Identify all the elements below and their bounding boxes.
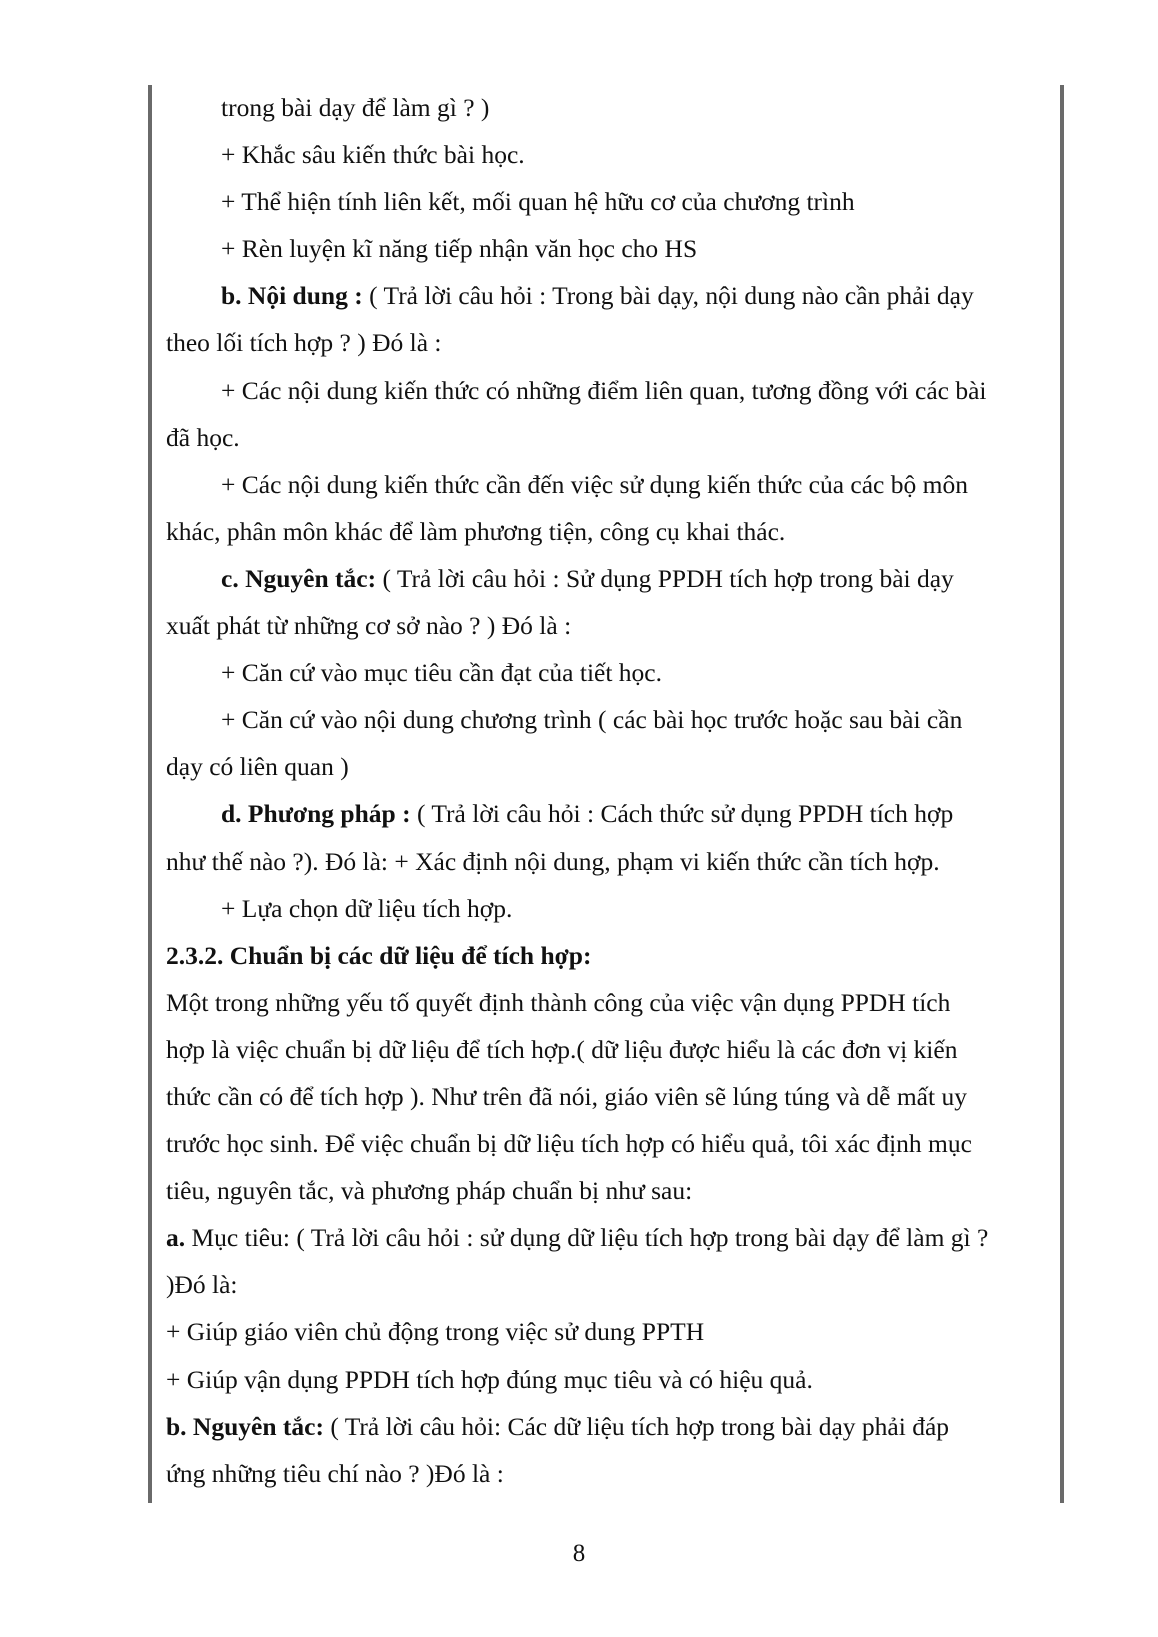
text-line: ứng những tiêu chí nào ? )Đó là : (166, 1458, 504, 1488)
bullet-line: + Căn cứ vào nội dung chương trình ( các bài học trước hoặc sau bài cần (221, 705, 963, 735)
text-line: xuất phát từ những cơ sở nào ? ) Đó là : (166, 611, 572, 641)
right-border-line (1060, 85, 1064, 1503)
bullet-line: + Giúp giáo viên chủ động trong việc sử dung PPTH (166, 1317, 705, 1347)
section-text: ( Trả lời câu hỏi : Trong bài dạy, nội dung nào cần phải dạy (362, 281, 974, 311)
bullet-line: + Khắc sâu kiến thức bài học. (221, 140, 525, 170)
section-text: ( Trả lời câu hỏi : Sử dụng PPDH tích hợp trong bài dạy (376, 563, 954, 593)
subsection-title: 2.3.2. Chuẩn bị các dữ liệu để tích hợp: (166, 940, 592, 970)
text-line: hợp là việc chuẩn bị dữ liệu để tích hợp.( dữ liệu được hiểu là các đơn vị kiến (166, 1034, 958, 1064)
section-c-principle-line (166, 555, 1046, 602)
page-number: 8 (572, 1540, 586, 1567)
text-line: thức cần có để tích hợp ). Như trên đã nói, giáo viên sẽ lúng túng và dễ mất uy (166, 1081, 967, 1111)
section-heading: d. Phương pháp : (221, 799, 411, 829)
section-heading: a. (166, 1223, 186, 1253)
text-line: )Đó là: (166, 1270, 238, 1300)
page-body (166, 84, 1046, 1497)
bullet-line: + Các nội dung kiến thức cần đến việc sử dụng kiến thức của các bộ môn (221, 469, 968, 499)
section-heading: b. Nguyên tắc: (166, 1411, 324, 1441)
section-text: Mục tiêu: ( Trả lời câu hỏi : sử dụng dữ liệu tích hợp trong bài dạy để làm gì ? (185, 1223, 989, 1253)
text-line: Một trong những yếu tố quyết định thành công của việc vận dụng PPDH tích (166, 987, 951, 1017)
bullet-line: + Lựa chọn dữ liệu tích hợp. (221, 893, 513, 923)
text-line: trong bài dạy để làm gì ? ) (221, 93, 490, 122)
text-line: tiêu, nguyên tắc, và phương pháp chuẩn bị như sau: (166, 1176, 693, 1206)
section-b-content-line (166, 272, 1046, 319)
text-line: theo lối tích hợp ? ) Đó là : (166, 328, 442, 358)
subsection-heading (166, 932, 1046, 979)
text-line: khác, phân môn khác để làm phương tiện, công cụ khai thác. (166, 516, 786, 546)
text-line: dạy có liên quan ) (166, 752, 349, 782)
section-heading: b. Nội dung : (221, 281, 363, 311)
bullet-line: + Rèn luyện kĩ năng tiếp nhận văn học cho HS (221, 234, 698, 264)
section-b-principle-line (166, 1403, 1046, 1450)
bullet-line: + Căn cứ vào mục tiêu cần đạt của tiết học. (221, 658, 662, 688)
section-heading: c. Nguyên tắc: (221, 563, 377, 593)
bullet-line: + Thể hiện tính liên kết, mối quan hệ hữu cơ của chương trình (221, 187, 855, 217)
section-a-goal-line (166, 1214, 1046, 1261)
section-d-method-line (166, 790, 1046, 837)
section-text: ( Trả lời câu hỏi: Các dữ liệu tích hợp trong bài dạy phải đáp (323, 1411, 950, 1441)
bullet-line: + Các nội dung kiến thức có những điểm liên quan, tương đồng với các bài (221, 375, 987, 405)
text-line: như thế nào ?). Đó là: + Xác định nội dung, phạm vi kiến thức cần tích hợp. (166, 846, 940, 876)
left-border-line (148, 85, 152, 1503)
bullet-line: + Giúp vận dụng PPDH tích hợp đúng mục tiêu và có hiệu quả. (166, 1364, 813, 1394)
text-line: đã học. (166, 422, 240, 452)
section-text: ( Trả lời câu hỏi : Cách thức sử dụng PPDH tích hợp (410, 799, 954, 829)
text-line: trước học sinh. Để việc chuẩn bị dữ liệu tích hợp có hiểu quả, tôi xác định mục (166, 1129, 972, 1159)
